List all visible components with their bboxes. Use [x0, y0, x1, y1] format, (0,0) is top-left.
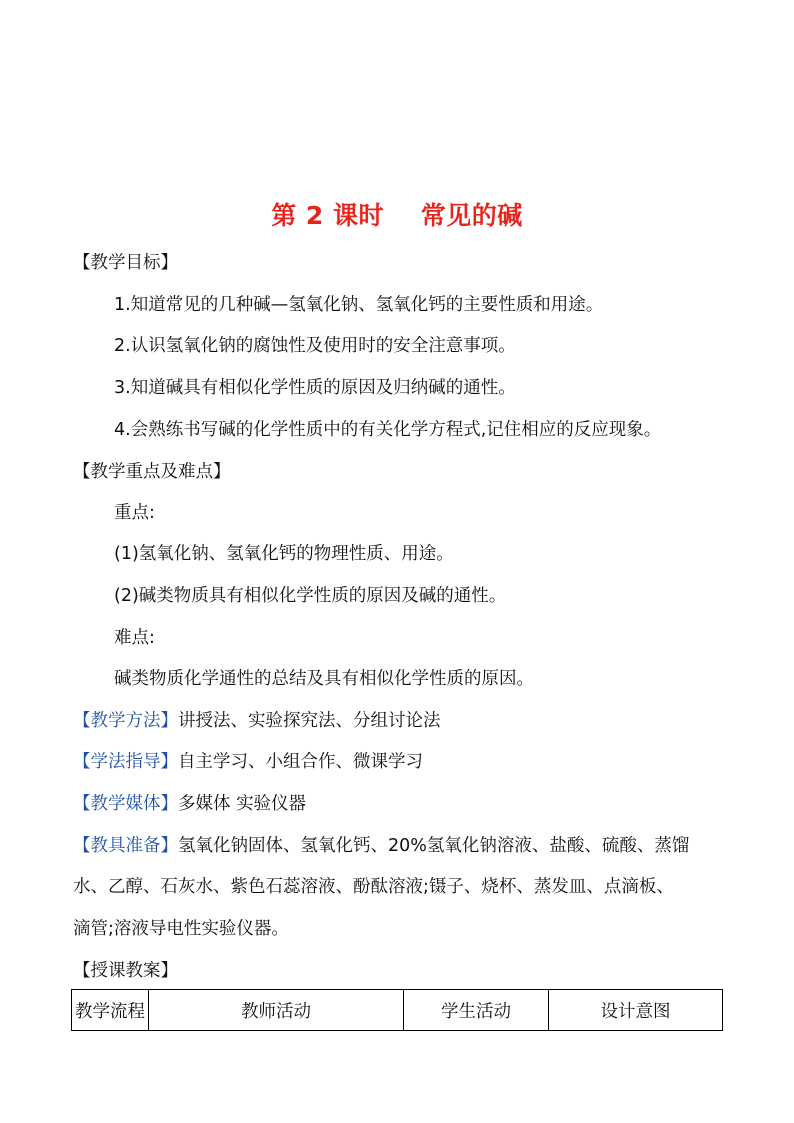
- methods-row: [73, 709, 441, 733]
- methods-text: 讲授法、实验探究法、分组讨论法: [178, 711, 441, 731]
- media-label: 【教学媒体】: [73, 794, 178, 814]
- difficult-points-label: 难点:: [114, 628, 155, 648]
- key-point-item-2: (2)碱类物质具有相似化学性质的原因及碱的通性。: [114, 586, 507, 606]
- objective-item-2: 2.认识氢氧化钠的腐蚀性及使用时的安全注意事项。: [114, 336, 516, 356]
- guidance-label: 【学法指导】: [73, 752, 178, 772]
- page-title: 第 2 课时 常见的碱: [271, 201, 523, 230]
- objectives-heading: 【教学目标】: [73, 253, 178, 273]
- equipment-text-line-3: 滴管;溶液导电性实验仪器。: [73, 919, 289, 939]
- equipment-row: [73, 834, 689, 858]
- equipment-label: 【教具准备】: [73, 836, 178, 856]
- lesson-plan-heading: 【授课教案】: [73, 961, 178, 981]
- objective-item-3: 3.知道碱具有相似化学性质的原因及归纳碱的通性。: [114, 378, 516, 398]
- column-header-process: 教学流程: [72, 990, 149, 1031]
- column-header-design-intent: 设计意图: [549, 990, 723, 1031]
- objective-item-4: 4.会熟练书写碱的化学性质中的有关化学方程式,记住相应的反应现象。: [114, 420, 662, 440]
- key-points-label: 重点:: [114, 503, 155, 523]
- lesson-plan-table: [71, 989, 723, 1031]
- key-point-item-1: (1)氢氧化钠、氢氧化钙的物理性质、用途。: [114, 544, 454, 564]
- column-header-teacher-activity: 教师活动: [149, 990, 404, 1031]
- media-text: 多媒体 实验仪器: [178, 794, 307, 814]
- column-header-student-activity: 学生活动: [404, 990, 549, 1031]
- media-row: [73, 792, 306, 816]
- guidance-row: [73, 750, 423, 774]
- equipment-text-line-1: 氢氧化钠固体、氢氧化钙、20%氢氧化钠溶液、盐酸、硫酸、蒸馏: [178, 836, 690, 856]
- key-points-heading: 【教学重点及难点】: [73, 462, 231, 482]
- table-header-row: [72, 990, 723, 1031]
- methods-label: 【教学方法】: [73, 711, 178, 731]
- difficult-points-text: 碱类物质化学通性的总结及具有相似化学性质的原因。: [114, 669, 534, 689]
- objective-item-1: 1.知道常见的几种碱—氢氧化钠、氢氧化钙的主要性质和用途。: [114, 295, 604, 315]
- guidance-text: 自主学习、小组合作、微课学习: [178, 752, 423, 772]
- equipment-text-line-2: 水、乙醇、石灰水、紫色石蕊溶液、酚酞溶液;镊子、烧杯、蒸发皿、点滴板、: [73, 877, 674, 897]
